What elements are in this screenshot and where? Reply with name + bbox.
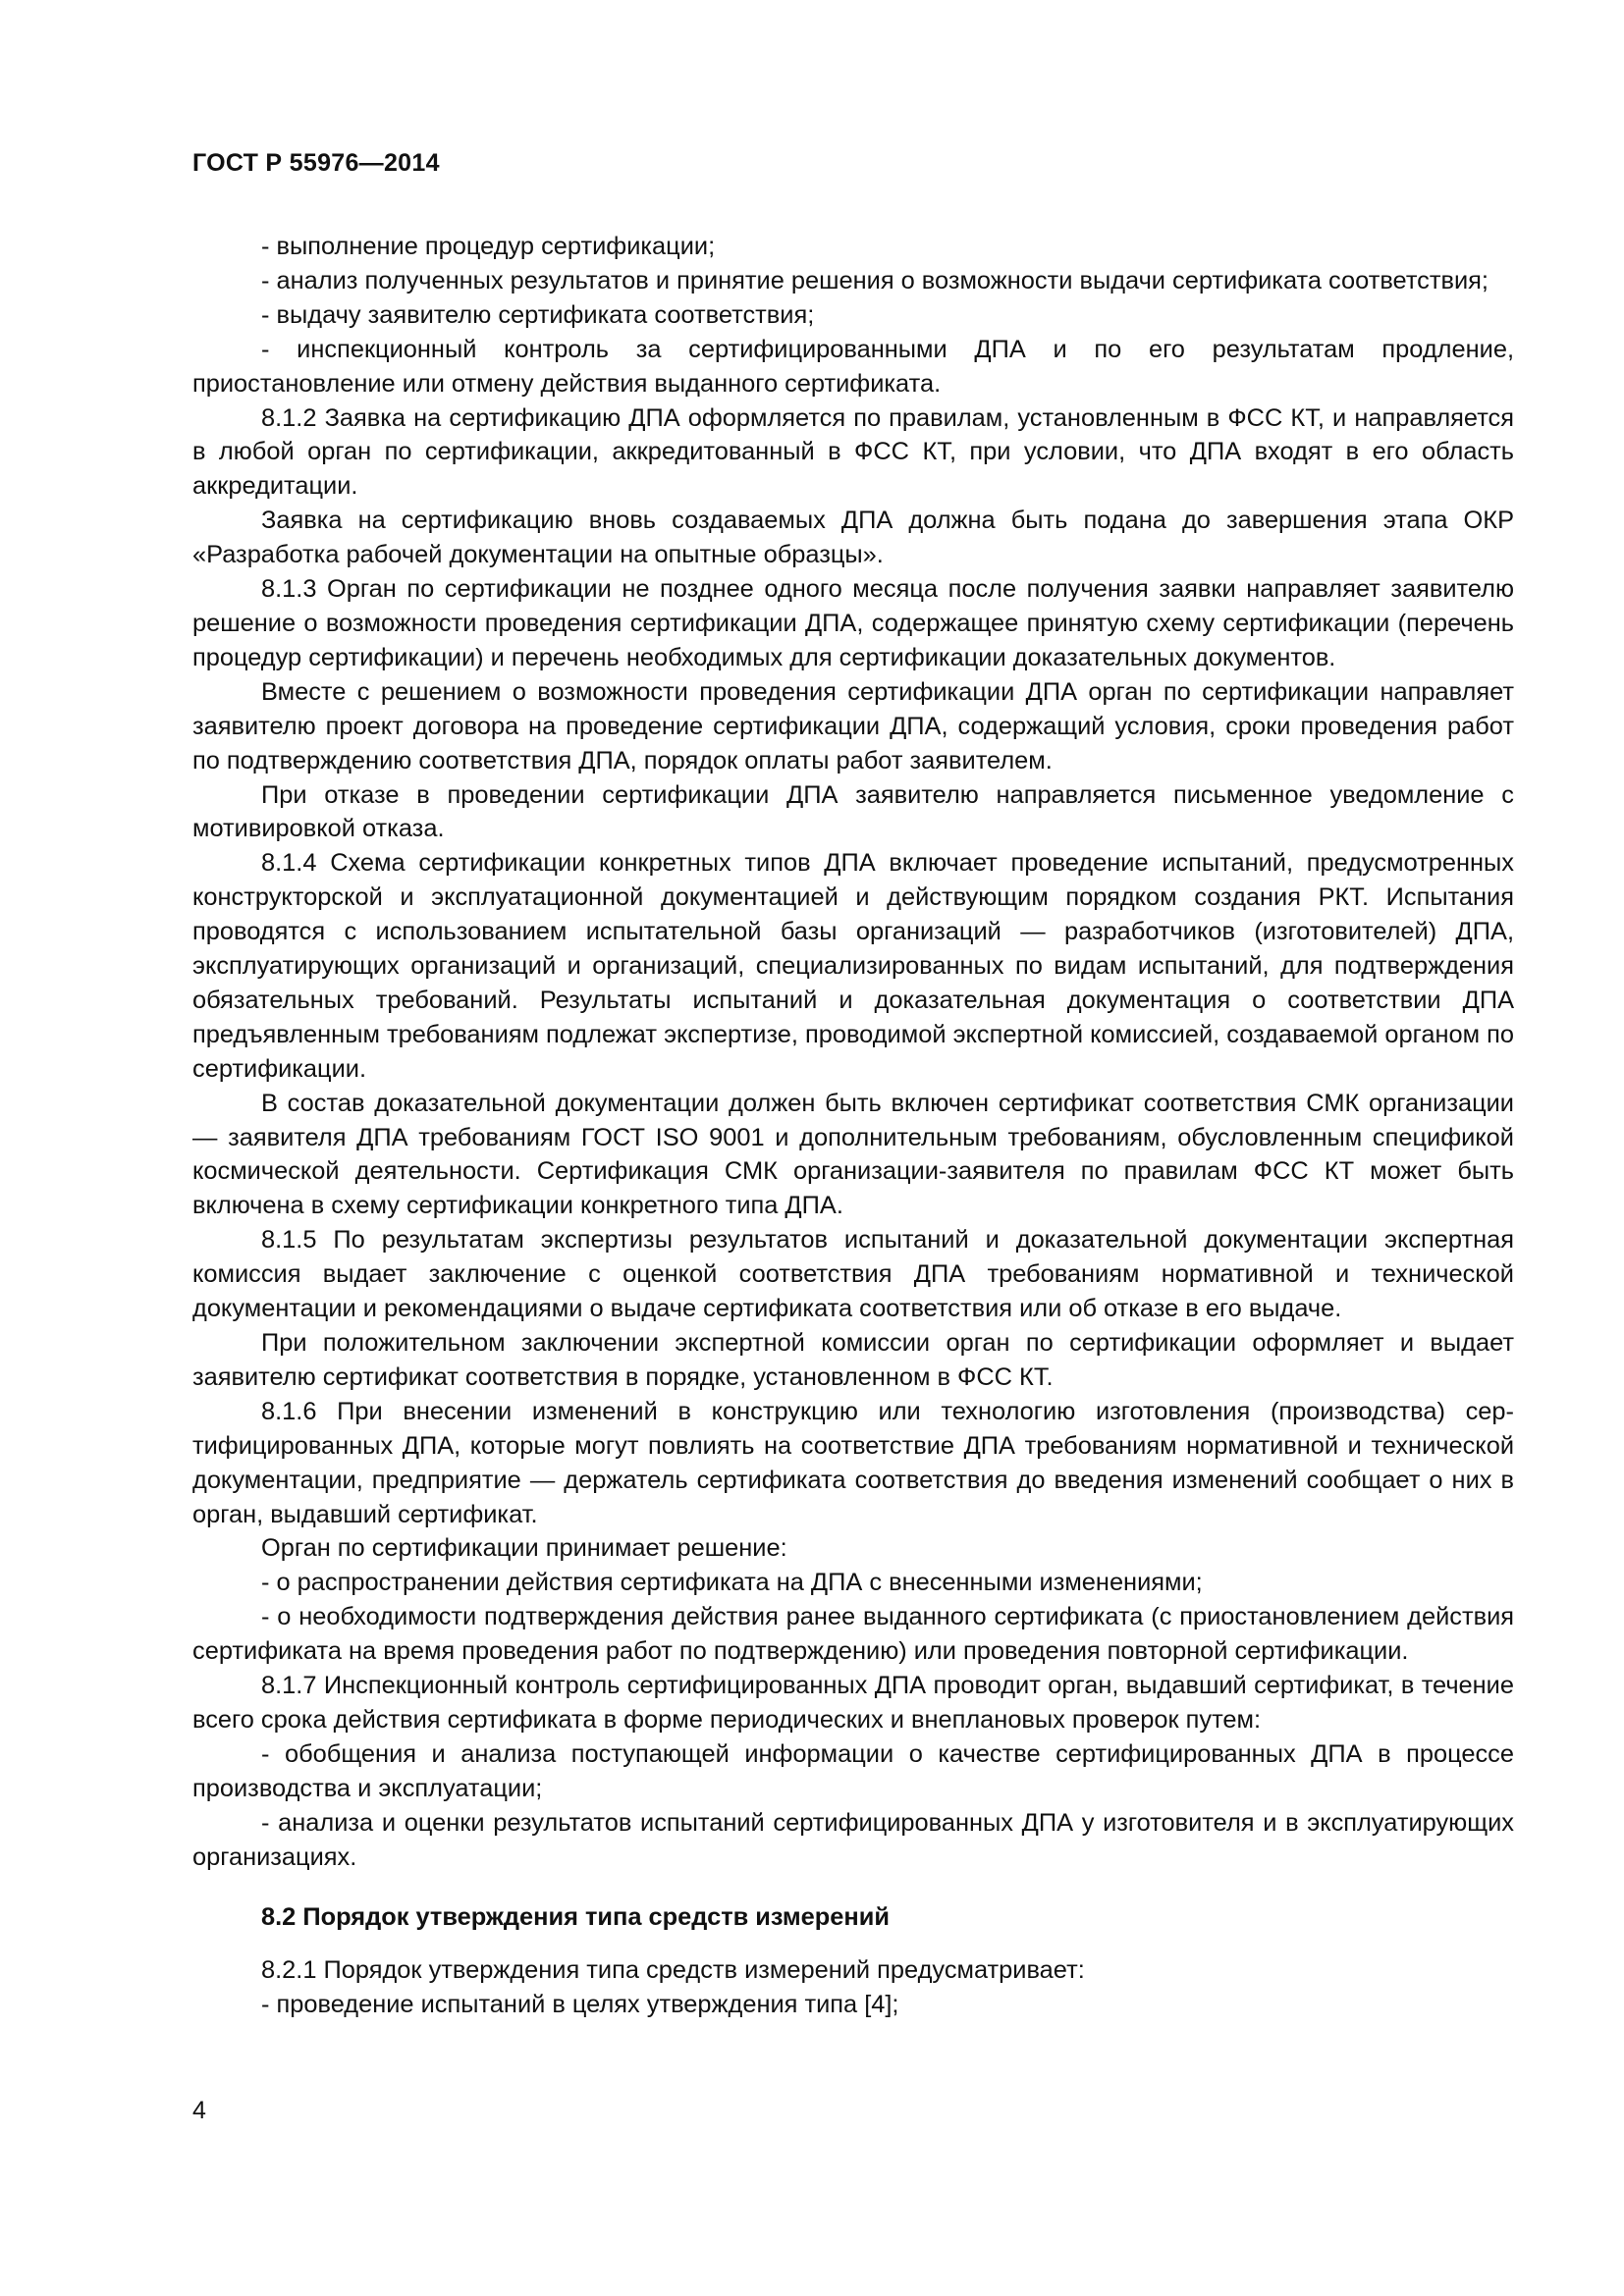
paragraph: - анализа и оценки результатов испытаний сертифицированных ДПА у изготовителя и в эксплуатирующих организациях. (192, 1808, 1514, 1871)
paragraph: 8.1.2 Заявка на сертификацию ДПА оформляется по правилам, установленным в ФСС КТ, и направляется в любой орган по сертификации, аккредитованный в ФСС КТ, при условии, что ДПА входят в его область аккредитации. (192, 403, 1514, 501)
paragraph: - анализ полученных результатов и принятие решения о возможности выдачи сертификата соответствия; (261, 266, 1489, 294)
paragraph: 8.1.6 При внесении изменений в конструкцию или технологию изготовления (производства) сертифицированных ДПА, которые могут повлиять на соответствие ДПА требованиям нормативной и технической документации, предприятие — держатель сертификата соответствия до введения изменений сообщает о них в орган, выдавший сертификат. (192, 1397, 1514, 1528)
paragraph: - о распространении действия сертификата на ДПА с внесенными изменениями; (261, 1569, 1203, 1597)
section-heading: 8.2 Порядок утверждения типа средств измерений (261, 1902, 890, 1931)
paragraph: - обобщения и анализа поступающей информации о качестве сертифицированных ДПА в процессе производства и эксплуатации; (192, 1739, 1514, 1802)
paragraph: - проведение испытаний в целях утверждения типа [4]; (261, 1991, 899, 2019)
document-code: ГОСТ Р 55976—2014 (192, 149, 440, 177)
paragraph: - о необходимости подтверждения действия ранее выданного сертификата (с приостановлением действия сертификата на время проведения работ по подтверждению) или проведения повторной сертификации. (192, 1603, 1514, 1666)
paragraph: Заявка на сертификацию вновь создаваемых ДПА должна быть подана до завершения этапа ОКР «Разработка рабочей документации на опытные образцы». (192, 507, 1514, 569)
paragraph: При положительном заключении экспертной комиссии орган по сертификации оформляет и выдает заявителю сертификат соответствия в порядке, установленном в ФСС КТ. (192, 1329, 1514, 1391)
paragraph: 8.2.1 Порядок утверждения типа средств измерений предусматривает: (261, 1956, 1085, 1985)
paragraph: - инспекционный контроль за сертифицированными ДПА и по его результатам продление, приостановление или отмену действия выданного сертификата. (192, 335, 1514, 398)
paragraph: В состав доказательной документации должен быть включен сертификат соответствия СМК организации — заявителя ДПА требованиям ГОСТ ISO 9001 и дополнительным требованиям, обусловленным спецификой космической деятельности. Сертификация СМК организации-заявителя по правилам ФСС КТ может быть включена в схему сертификации конкретного типа ДПА. (192, 1089, 1514, 1220)
document-body (192, 230, 1514, 2022)
paragraph: 8.1.3 Орган по сертификации не позднее одного месяца после получения заявки направляет заявителю решение о возможности проведения сертификации ДПА, содержащее принятую схему сертификации (перечень процедур сертификации) и перечень необходимых для сертификации доказательных документов. (192, 575, 1514, 671)
paragraph: - выполнение процедур сертификации; (261, 233, 716, 260)
page-number: 4 (192, 2097, 206, 2124)
paragraph: При отказе в проведении сертификации ДПА заявителю направляется письменное уведомление с мотивировкой отказа. (192, 780, 1514, 843)
paragraph: 8.1.5 По результатам экспертизы результатов испытаний и доказательной документации экспертная комиссия выдает заключение с оценкой соответствия ДПА требованиям нормативной и технической документации и рекомендациями о выдаче сертификата соответствия или об отказе в его выдаче. (192, 1226, 1514, 1323)
paragraph: Вместе с решением о возможности проведения сертификации ДПА орган по сертификации направляет заявителю проект договора на проведение сертификации ДПА, содержащий условия, сроки проведения работ по подтверждению соответствия ДПА, порядок оплаты работ заявителем. (192, 677, 1514, 774)
paragraph: Орган по сертификации принимает решение: (261, 1534, 787, 1563)
paragraph: - выдачу заявителю сертификата соответствия; (261, 300, 815, 329)
paragraph: 8.1.4 Схема сертификации конкретных типов ДПА включает проведение испытаний, предусмотренных конструкторской и эксплуатационной документацией и действующим порядком создания РКТ. Испытания проводятся с использованием испытательной базы организаций — разработчиков (изготовителей) ДПА, эксплуатирующих организаций и организаций, специализированных по видам испытаний, для подтверждения обязательных требований. Результаты испытаний и доказательная документация о соответствии ДПА предъявленным требованиям подлежат экспертизе, проводимой экспертной комиссией, создаваемой органом по сертификации. (192, 849, 1514, 1083)
paragraph: 8.1.7 Инспекционный контроль сертифицированных ДПА проводит орган, выдавший сертификат, в течение всего срока действия сертификата в форме периодических и внеплановых проверок путем: (192, 1672, 1514, 1734)
